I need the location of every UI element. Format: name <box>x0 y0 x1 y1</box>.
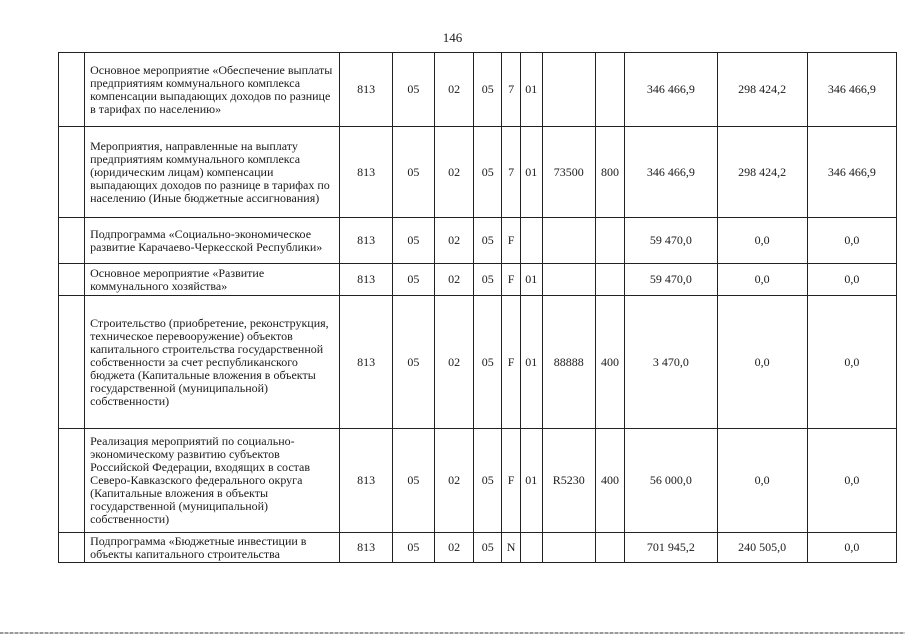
code-cell: 813 <box>340 264 392 296</box>
row-name: Строительство (приобретение, реконструкция, техническое перевооружение) объектов капитального строительства государственной собственности за счет республиканского бюджета (Капитальные вложения в объекты государственной (муниципальной) собственности) <box>85 296 340 429</box>
expense-type-cell: 400 <box>595 296 624 429</box>
program-cell: 05 <box>474 53 502 127</box>
program-cell: 05 <box>474 296 502 429</box>
value1-cell: 3 470,0 <box>625 296 717 429</box>
expense-type-cell <box>595 53 624 127</box>
row-name: Подпрограмма «Социально-экономическое развитие Карачаево-Черкесской Республики» <box>85 218 340 264</box>
direction-cell: R5230 <box>542 429 595 533</box>
program-cell: 05 <box>474 429 502 533</box>
value2-cell: 240 505,0 <box>717 533 807 563</box>
section-cell: 05 <box>392 296 434 429</box>
code-cell: 813 <box>340 127 392 218</box>
blank-cell <box>59 296 85 429</box>
subsection-cell: 02 <box>435 429 474 533</box>
expense-type-cell: 400 <box>595 429 624 533</box>
program-cell: 05 <box>474 127 502 218</box>
blank-cell <box>59 429 85 533</box>
event-cell: 01 <box>520 429 542 533</box>
table-row <box>59 429 897 533</box>
subsection-cell: 02 <box>435 533 474 563</box>
direction-cell: 88888 <box>542 296 595 429</box>
page-bottom-edge <box>0 632 905 634</box>
subprogram-cell: N <box>502 533 520 563</box>
subprogram-cell: 7 <box>502 53 520 127</box>
subprogram-cell: F <box>502 296 520 429</box>
subprogram-cell: F <box>502 264 520 296</box>
subprogram-cell: 7 <box>502 127 520 218</box>
value3-cell: 0,0 <box>807 429 896 533</box>
value1-cell: 701 945,2 <box>625 533 717 563</box>
event-cell <box>520 533 542 563</box>
section-cell: 05 <box>392 533 434 563</box>
table-row <box>59 533 897 563</box>
value2-cell: 0,0 <box>717 296 807 429</box>
code-cell: 813 <box>340 296 392 429</box>
subsection-cell: 02 <box>435 264 474 296</box>
code-cell: 813 <box>340 53 392 127</box>
section-cell: 05 <box>392 218 434 264</box>
subprogram-cell: F <box>502 429 520 533</box>
row-name: Подпрограмма «Бюджетные инвестиции в объекты капитального строительства <box>85 533 340 563</box>
row-name: Реализация мероприятий по социально-экономическому развитию субъектов Российской Федерации, входящих в состав Северо-Кавказского федерального округа (Капитальные вложения в объекты государственной (муниципальной) собственности) <box>85 429 340 533</box>
expense-type-cell <box>595 218 624 264</box>
direction-cell <box>542 264 595 296</box>
value3-cell: 0,0 <box>807 533 896 563</box>
section-cell: 05 <box>392 127 434 218</box>
table-row <box>59 53 897 127</box>
value2-cell: 0,0 <box>717 264 807 296</box>
subsection-cell: 02 <box>435 127 474 218</box>
value1-cell: 346 466,9 <box>625 53 717 127</box>
value3-cell: 0,0 <box>807 296 896 429</box>
value3-cell: 346 466,9 <box>807 127 896 218</box>
value1-cell: 59 470,0 <box>625 218 717 264</box>
value1-cell: 56 000,0 <box>625 429 717 533</box>
event-cell: 01 <box>520 264 542 296</box>
expense-type-cell: 800 <box>595 127 624 218</box>
program-cell: 05 <box>474 218 502 264</box>
row-name: Основное мероприятие «Обеспечение выплаты предприятиям коммунального комплекса компенсации выпадающих доходов по разнице в тарифах по населению» <box>85 53 340 127</box>
program-cell: 05 <box>474 264 502 296</box>
direction-cell <box>542 533 595 563</box>
blank-cell <box>59 53 85 127</box>
direction-cell <box>542 218 595 264</box>
program-cell: 05 <box>474 533 502 563</box>
value2-cell: 298 424,2 <box>717 127 807 218</box>
direction-cell <box>542 53 595 127</box>
section-cell: 05 <box>392 429 434 533</box>
code-cell: 813 <box>340 429 392 533</box>
blank-cell <box>59 218 85 264</box>
value2-cell: 0,0 <box>717 218 807 264</box>
value2-cell: 298 424,2 <box>717 53 807 127</box>
subsection-cell: 02 <box>435 296 474 429</box>
table-row <box>59 296 897 429</box>
table-row <box>59 218 897 264</box>
value1-cell: 346 466,9 <box>625 127 717 218</box>
value1-cell: 59 470,0 <box>625 264 717 296</box>
subprogram-cell: F <box>502 218 520 264</box>
subsection-cell: 02 <box>435 53 474 127</box>
section-cell: 05 <box>392 264 434 296</box>
expense-type-cell <box>595 533 624 563</box>
code-cell: 813 <box>340 218 392 264</box>
value3-cell: 346 466,9 <box>807 53 896 127</box>
direction-cell: 73500 <box>542 127 595 218</box>
subsection-cell: 02 <box>435 218 474 264</box>
blank-cell <box>59 533 85 563</box>
value2-cell: 0,0 <box>717 429 807 533</box>
value3-cell: 0,0 <box>807 218 896 264</box>
blank-cell <box>59 264 85 296</box>
blank-cell <box>59 127 85 218</box>
event-cell: 01 <box>520 127 542 218</box>
section-cell: 05 <box>392 53 434 127</box>
event-cell <box>520 218 542 264</box>
page-number: 146 <box>442 30 463 45</box>
event-cell: 01 <box>520 296 542 429</box>
table-row <box>59 127 897 218</box>
event-cell: 01 <box>520 53 542 127</box>
table-row <box>59 264 897 296</box>
expense-type-cell <box>595 264 624 296</box>
row-name: Мероприятия, направленные на выплату предприятиям коммунального комплекса (юридическим лицам) компенсации выпадающих доходов по разнице в тарифах по населению (Иные бюджетные ассигнования) <box>85 127 340 218</box>
row-name: Основное мероприятие «Развитие коммунального хозяйства» <box>85 264 340 296</box>
value3-cell: 0,0 <box>807 264 896 296</box>
budget-table <box>58 52 897 563</box>
code-cell: 813 <box>340 533 392 563</box>
